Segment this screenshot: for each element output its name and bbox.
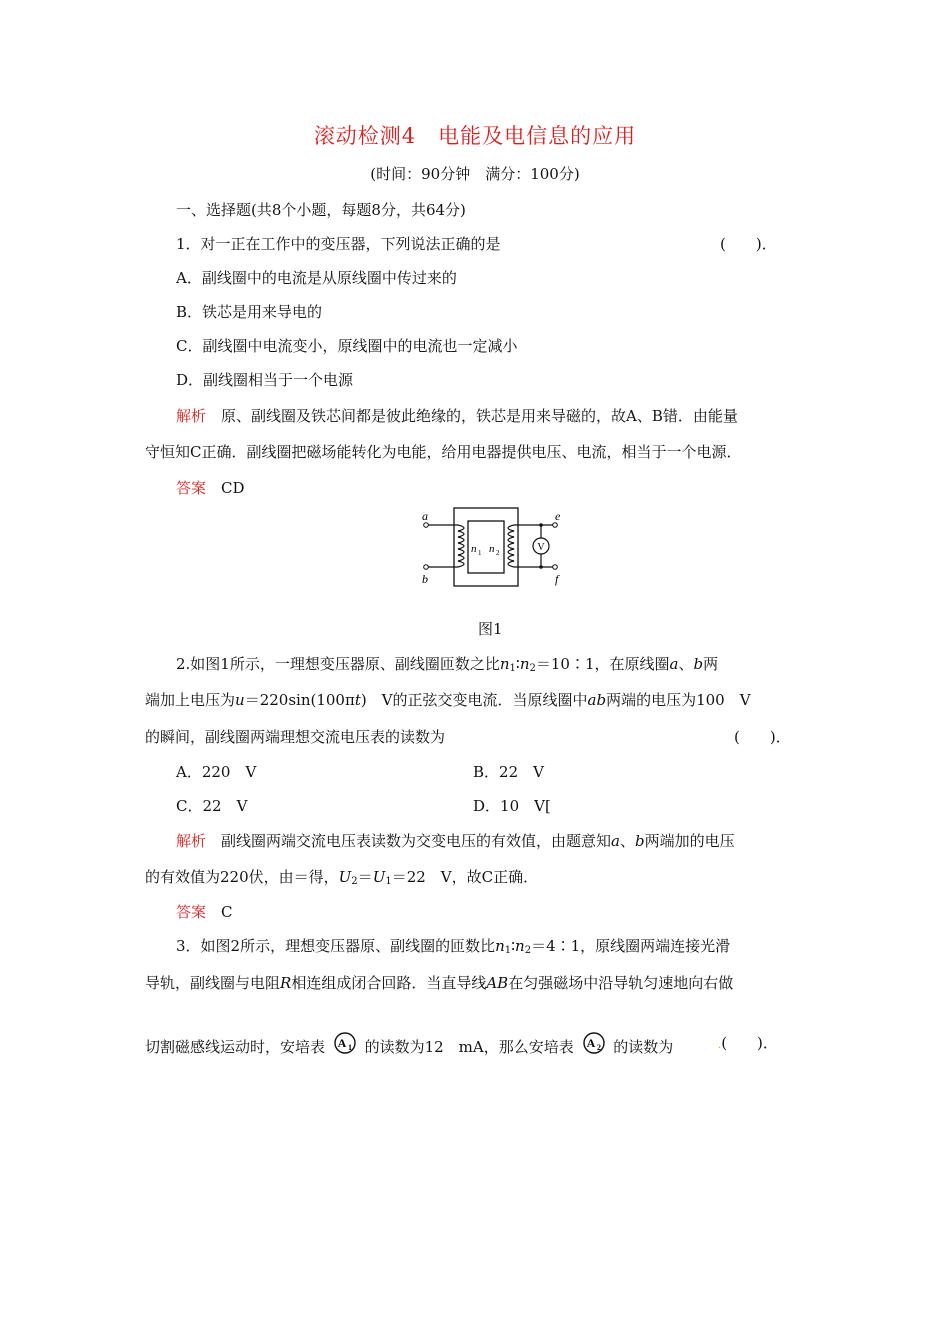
primary-coil	[426, 525, 464, 567]
q2-n1-sub: 1	[509, 663, 516, 674]
q2-line3: 的瞬间，副线圈两端理想交流电压表的读数为	[145, 728, 446, 746]
q2-u: u	[235, 691, 245, 709]
q3-line1-text: 3．如图2所示，理想变压器原、副线圈的匝数比	[176, 937, 496, 955]
label-e: e	[555, 509, 561, 523]
q2-n2-sub: 2	[529, 663, 536, 674]
q1-analysis-line1	[176, 405, 738, 426]
q3-R: R	[280, 974, 292, 992]
svg-text:A: A	[337, 1036, 347, 1050]
label-a: a	[422, 509, 428, 523]
q2-ratio: ＝10∶1，在原线圈	[535, 655, 670, 673]
q3-line1-end: ＝4∶1，原线圈两端连接光滑	[531, 937, 731, 955]
svg-text:2: 2	[596, 1043, 601, 1052]
q2-analysis-b: b	[635, 832, 645, 850]
q3-line3	[145, 1032, 673, 1058]
q2-answer-label: 答案	[176, 903, 207, 921]
q2-n2: n	[519, 655, 530, 673]
terminal-a	[424, 523, 429, 528]
q2-line2	[145, 689, 751, 710]
q1-analysis-label: 解析	[176, 407, 207, 425]
q3-line2-mid: 相连组成闭合回路．当直导线	[291, 974, 487, 992]
junction-top	[539, 523, 543, 527]
q1-answer-paren: ( )．	[720, 235, 777, 253]
q2-analysis-a: a	[611, 832, 620, 850]
q3-n2: n	[515, 937, 525, 955]
q2-analysis-line2: 的有效值为220伏，由＝得，$U_2=U_1=22$ V，故C正确．	[145, 868, 539, 887]
q2-option-d: D．10 V[	[473, 797, 551, 815]
q2-colon: ∶	[515, 655, 520, 673]
svg-text:A: A	[586, 1036, 595, 1050]
q2-answer-paren: ( )．	[734, 728, 791, 746]
label-n2-sub: 2	[496, 549, 500, 557]
q2-line1-text: 2.如图1所示，一理想变压器原、副线圈匝数之比	[176, 655, 500, 673]
terminal-f	[553, 565, 558, 570]
terminal-e	[553, 523, 558, 528]
q2-analysis-line1	[176, 830, 735, 851]
q3-n2-sub: 2	[524, 945, 532, 956]
q2-U1-sub: 1	[385, 876, 392, 887]
q2-analysis-text1: 副线圈两端交流电压表读数为交变电压的有效值，由题意知	[221, 832, 612, 850]
page-title: 滚动检测4 电能及电信息的应用	[313, 124, 637, 148]
q2-a: a	[669, 655, 679, 673]
q3-n1-sub: 1	[504, 945, 512, 956]
q2-line1-end: 两	[703, 655, 719, 673]
q2-n1: n	[499, 655, 510, 673]
q2-analysis-text2-end: ＝22 V，故C正确．	[391, 868, 539, 886]
q2-sep: 、	[678, 655, 694, 673]
label-n2: n	[489, 543, 495, 555]
q1-stem: 1．对一正在工作中的变压器，下列说法正确的是	[176, 235, 501, 253]
q2-answer-value: C	[221, 903, 233, 921]
q1-option-a: A．副线圈中的电流是从原线圈中传过来的	[176, 269, 457, 287]
q2-U1: U	[372, 868, 386, 886]
q2-voltage-expr: ＝220sin(100π	[244, 691, 355, 709]
q2-option-c: C．22 V	[176, 797, 248, 815]
q3-answer-paren: .( )．	[718, 1034, 778, 1052]
q3-n1: n	[495, 937, 505, 955]
q2-analysis-text1-end: 两端加的电压	[644, 832, 735, 850]
label-f: f	[555, 572, 559, 586]
q3-line3-text: 切割磁感线运动时，安培表	[145, 1038, 326, 1056]
label-b: b	[422, 572, 428, 586]
junction-bottom	[539, 565, 543, 569]
label-n1: n	[471, 543, 477, 555]
q1-answer-value: CD	[221, 479, 245, 497]
q2-ab: ab	[587, 691, 607, 709]
q2-line2-text: 端加上电压为	[145, 691, 236, 709]
section-heading: 一、选择题(共8个小题，每题8分，共64分)	[176, 201, 466, 219]
q2-line2-mid: ) V的正弦交变电流．当原线圈中	[360, 691, 588, 709]
q2-b: b	[693, 655, 704, 673]
q3-AB: AB	[486, 974, 509, 992]
ammeter-a1-icon	[330, 1032, 360, 1058]
q3-line2-text: 导轨，副线圈与电阻	[145, 974, 281, 992]
q3-line1	[176, 935, 730, 956]
q2-line1	[176, 653, 718, 674]
terminal-b	[424, 565, 429, 570]
q2-line2-end: 两端的电压为100 V	[606, 691, 751, 709]
q3-colon: ∶	[511, 937, 516, 955]
q1-option-d: D．副线圈相当于一个电源	[176, 371, 354, 389]
q2-option-b: B．22 V	[473, 763, 544, 781]
figure1-caption: 图1	[478, 620, 503, 638]
q2-U2-sub: 2	[351, 876, 358, 887]
q1-analysis-text1: 原、副线圈及铁芯间都是彼此绝缘的，铁芯是用来导磁的，故A、B错．由能量	[221, 407, 738, 425]
svg-text:1: 1	[347, 1043, 352, 1052]
voltmeter-label: V	[537, 542, 545, 553]
q3-line2	[145, 972, 733, 993]
q2-analysis-sep: 、	[620, 832, 636, 850]
q1-option-c: C．副线圈中电流变小，原线圈中的电流也一定减小	[176, 337, 518, 355]
q3-line3-end: 的读数为	[613, 1038, 674, 1056]
label-n1-sub: 1	[478, 549, 482, 557]
q2-answer	[176, 901, 233, 922]
q2-analysis-label: 解析	[176, 832, 207, 850]
q3-paren-text: ( )．	[721, 1034, 778, 1052]
q1-option-b: B．铁芯是用来导电的	[176, 303, 323, 321]
q2-option-a: A．220 V	[176, 763, 257, 781]
transformer-diagram	[410, 505, 580, 590]
q3-line3-mid: 的读数为12 mA，那么安培表	[364, 1038, 574, 1056]
q2-U2: U	[338, 868, 352, 886]
q1-answer	[176, 477, 245, 498]
page-subtitle: (时间：90分钟 满分：100分)	[370, 165, 580, 183]
q2-t: t	[354, 691, 361, 709]
ammeter-a2-icon	[579, 1032, 609, 1058]
q1-analysis-line2: 守恒知C正确．副线圈把磁场能转化为电能，给用电器提供电压、电流，相当于一个电源．	[145, 443, 742, 461]
q1-answer-label: 答案	[176, 479, 207, 497]
q2-analysis-text2: 的有效值为220伏，由＝得，	[145, 868, 339, 886]
q3-line2-end: 在匀强磁场中沿导轨匀速地向右做	[508, 974, 734, 992]
